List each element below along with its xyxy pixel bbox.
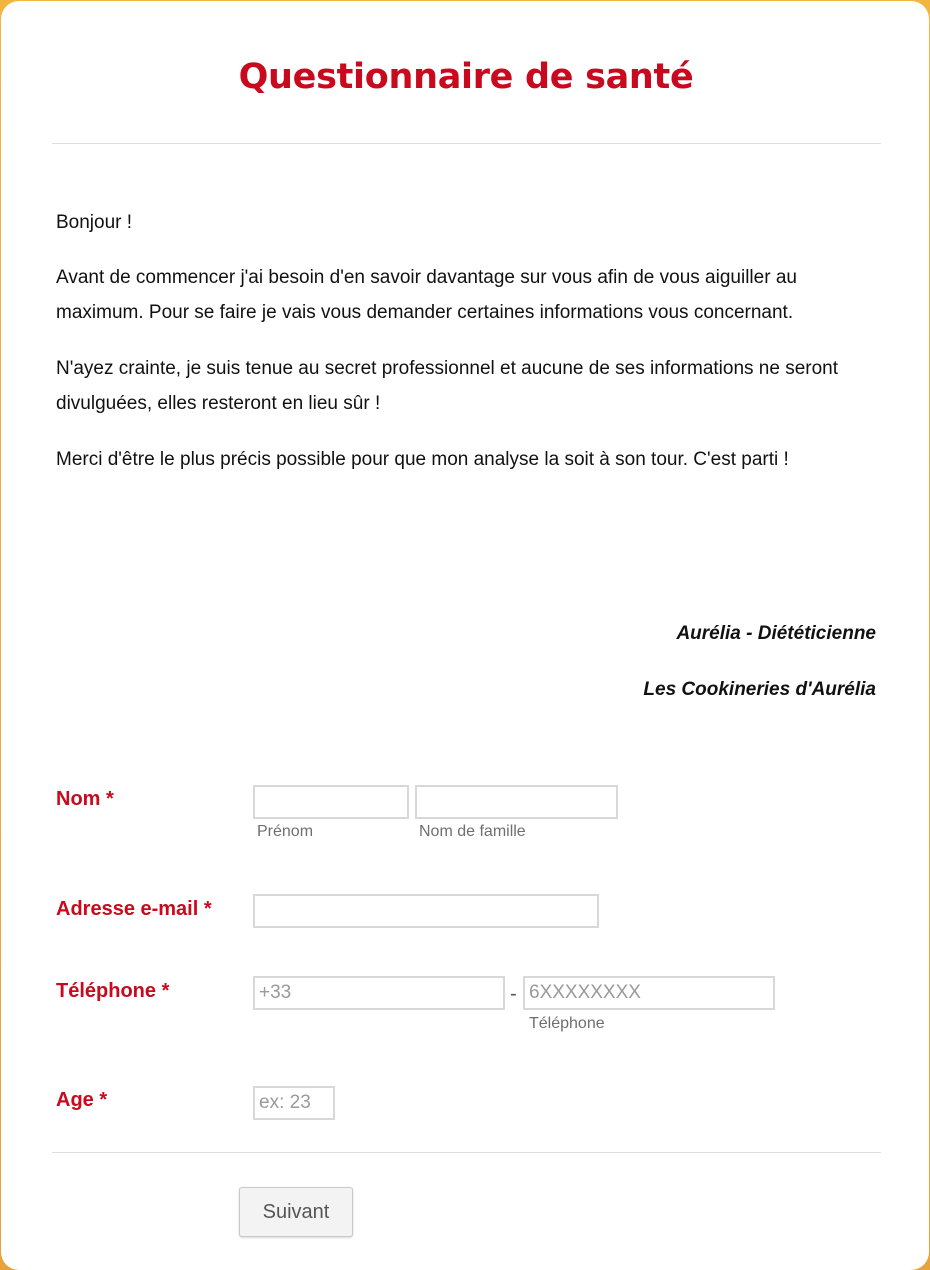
email-label: Adresse e-mail *	[56, 898, 212, 920]
intro-text	[56, 205, 881, 498]
next-button[interactable]: Suivant	[239, 1187, 353, 1237]
first-name-input[interactable]	[253, 785, 409, 819]
signature-name: Aurélia - Diététicienne	[676, 623, 876, 644]
form-card	[1, 1, 929, 1270]
phone-country-code-input[interactable]	[253, 976, 505, 1010]
title-divider	[52, 143, 881, 144]
form-title: Questionnaire de santé	[238, 57, 694, 97]
footer-divider	[52, 1152, 881, 1153]
last-name-input[interactable]	[415, 785, 618, 819]
intro-greeting: Bonjour !	[56, 212, 133, 233]
age-label: Age *	[56, 1089, 108, 1111]
phone-separator: -	[510, 983, 517, 1005]
signature-brand: Les Cookineries d'Aurélia	[643, 679, 876, 700]
intro-paragraph: Avant de commencer j'ai besoin d'en savoir davantage sur vous afin de vous aiguiller au maximum. Pour se faire je vais vous demander certaines informations vous concernant.	[56, 267, 797, 323]
phone-number-input[interactable]	[523, 976, 775, 1010]
intro-paragraph: Merci d'être le plus précis possible pour que mon analyse la soit à son tour. C'est parti !	[56, 449, 789, 470]
first-name-sublabel: Prénom	[257, 823, 314, 840]
intro-paragraph: N'ayez crainte, je suis tenue au secret professionnel et aucune de ses informations ne seront divulguées, elles resteront en lieu sûr !	[56, 358, 839, 414]
last-name-sublabel: Nom de famille	[419, 823, 526, 840]
age-input[interactable]	[253, 1086, 335, 1120]
email-input[interactable]	[253, 894, 599, 928]
phone-label: Téléphone *	[56, 980, 170, 1002]
phone-sublabel: Téléphone	[529, 1015, 605, 1032]
name-label: Nom *	[56, 788, 114, 810]
